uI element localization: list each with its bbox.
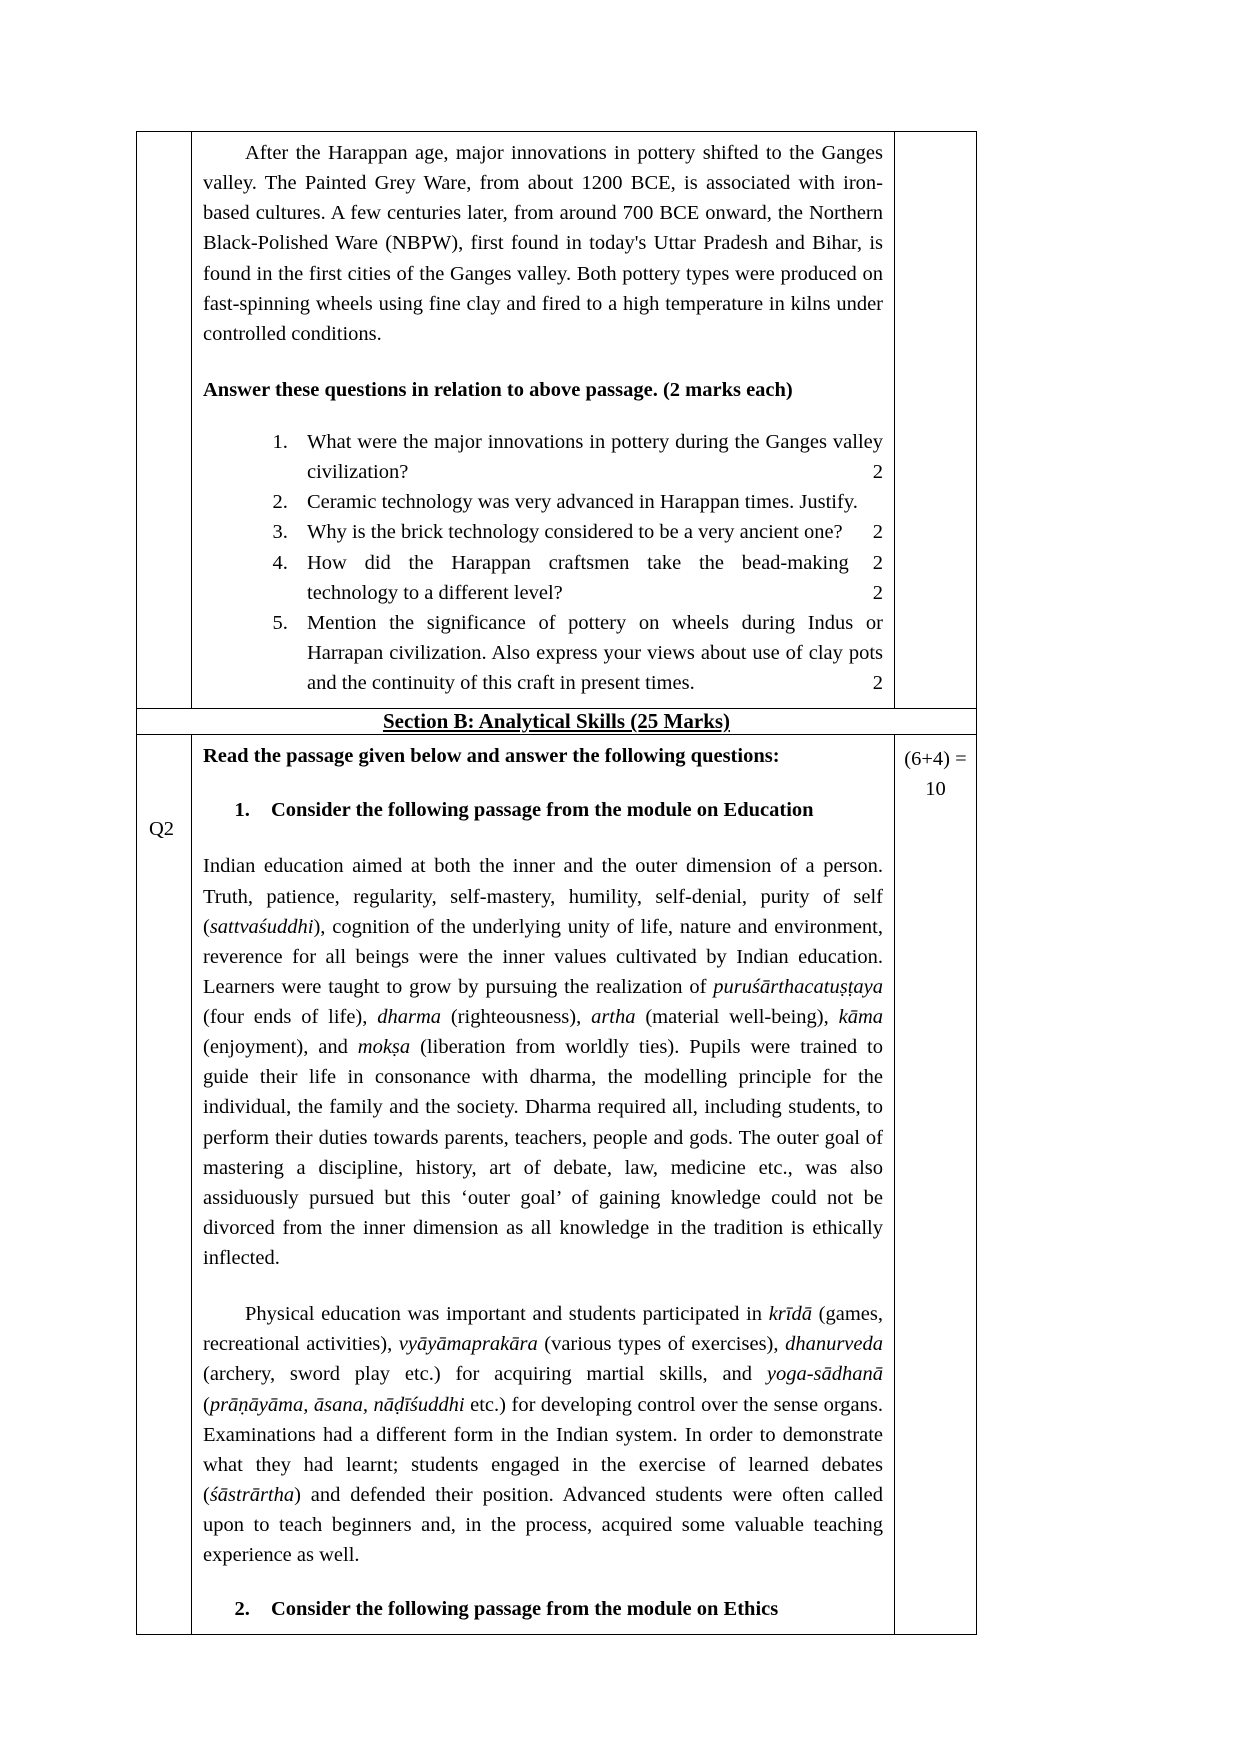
education-passage-paragraph-2 <box>203 1299 883 1570</box>
edu-p2-italic-pranayama-asana-nadisuddhi: prāṇāyāma, āsana, nāḍīśuddhi <box>209 1393 465 1416</box>
q2-subitem-2-label: Consider the following passage from the module on Ethics <box>271 1598 779 1621</box>
question-number-cell-2 <box>137 735 192 1635</box>
question-number-label-1 <box>137 132 191 142</box>
edu-p1-seg3: (four ends of life), <box>203 1006 378 1028</box>
question-marks-2: 2 <box>872 521 883 544</box>
question-text-5: Mention the significance of pottery on wheels during Indus or Harrapan civilization. Also express your views about use of clay pots and the continuity of this craft in present times. <box>307 611 883 694</box>
marks-cell-2 <box>895 735 977 1635</box>
q2-sub-list-2 <box>203 1594 883 1624</box>
edu-p2-seg6: etc.) for developing control over the sense organs. Examinations had a different form in the Indian system. In order to demonstrate what they had learnt; students engaged in the exercise of learned debates ( <box>203 1393 883 1506</box>
edu-p1-italic-artha: artha <box>591 1006 636 1028</box>
question-marks-3: 2 <box>872 551 883 574</box>
question-body-cell-2 <box>192 735 895 1635</box>
table-row-section-header <box>137 709 977 735</box>
edu-p2-seg1: Physical education was important and students participated in <box>245 1303 769 1326</box>
edu-p2-seg2: (games, recreational activities), <box>203 1303 883 1356</box>
edu-p2-seg3: (various types of exercises), <box>537 1333 786 1356</box>
edu-p1-seg1: Indian education aimed at both the inner and the outer dimension of a person. Truth, patience, regularity, self-mastery, humility, self-denial, purity of self ( <box>203 855 883 938</box>
edu-p1-seg7: (liberation from worldly ties). Pupils were trained to guide their life in consonance with dharma, the modelling principle for the individual, the family and the society. Dharma required all, including students, to perform their duties towards parents, teachers, people and gods. The outer goal of mastering a discipline, history, art of debate, law, medicine etc., was also assiduously pursued but this ‘outer goal’ of gaining knowledge could not be divorced from the inner dimension as all knowledge in the tradition is ethically inflected. <box>203 1036 883 1269</box>
harappan-passage-paragraph: After the Harappan age, major innovations in pottery shifted to the Ganges valley. The Painted Grey Ware, from about 1200 BCE, is associated with iron-based cultures. A few centuries later, from around 700 BCE onward, the Northern Black-Polished Ware (NBPW), first found in today's Uttar Pradesh and Bihar, is found in the first cities of the Ganges valley. Both pottery types were produced on fast-spinning wheels using fine clay and fired to a high temperature in kilns under controlled conditions. <box>203 142 883 345</box>
marks-cell-1 <box>895 132 977 709</box>
edu-p2-seg4: (archery, sword play etc.) for acquiring martial skills, and <box>203 1363 767 1386</box>
edu-p1-italic-sattvasuddhi: sattvaśuddhi <box>209 915 314 938</box>
edu-p1-seg4: (righteousness), <box>441 1006 592 1028</box>
list-item <box>255 795 883 825</box>
edu-p1-italic-purusarthacatustaya: puruśārthacatuṣṭaya <box>713 975 883 998</box>
edu-p2-italic-vyayamaprakara: vyāyāmaprakāra <box>398 1333 538 1356</box>
edu-p2-seg5: ( <box>203 1393 210 1416</box>
q2-sub-list-1 <box>203 795 883 825</box>
marks-label-1 <box>895 132 976 152</box>
edu-p1-italic-moksa: mokṣa <box>357 1036 411 1059</box>
edu-p1-seg6: (enjoyment), and <box>203 1036 358 1059</box>
edu-p2-italic-sastrartha: śāstrārtha <box>209 1483 295 1506</box>
list-item <box>255 1594 883 1624</box>
edu-p2-italic-krida: krīdā <box>768 1303 812 1326</box>
question-marks-1: 2 <box>872 461 883 484</box>
question-text-1: What were the major innovations in pottery during the Ganges valley civilization? <box>307 431 883 484</box>
list-item <box>293 548 883 608</box>
edu-p1-italic-kama: kāma <box>838 1006 883 1028</box>
question-number-label-2: Q2 <box>149 818 175 841</box>
q2-subitem-1-label: Consider the following passage from the module on Education <box>271 799 814 822</box>
edu-p2-italic-dhanurveda: dhanurveda <box>785 1333 883 1356</box>
list-item <box>293 517 883 574</box>
list-item <box>293 608 883 698</box>
exam-question-table <box>136 131 977 1635</box>
section-b-header: Section B: Analytical Skills (25 Marks) <box>137 709 977 735</box>
question-marks-5: 2 <box>872 672 883 694</box>
edu-p2-italic-yoga-sadhana: yoga-sādhanā <box>766 1363 883 1386</box>
question-body-cell-1 <box>192 132 895 709</box>
edu-p1-italic-dharma: dharma <box>377 1006 442 1028</box>
edu-p1-seg2: ), cognition of the underlying unity of life, nature and environment, reverence for all beings were the inner values cultivated by Indian education. Learners were taught to grow by pursuing the realization of <box>203 915 883 998</box>
question-marks-4: 2 <box>872 581 883 604</box>
question-text-4: How did the Harappan craftsmen take the bead-making technology to a different level? <box>307 551 849 604</box>
marks-label-2-line1: (6+4) = <box>904 748 967 771</box>
edu-p2-seg7: ) and defended their position. Advanced students were often called upon to teach beginners and, in the process, acquired some valuable teaching experience as well. <box>203 1483 883 1567</box>
harappan-question-list <box>203 427 883 698</box>
list-item <box>293 427 883 487</box>
table-row-question1 <box>137 132 977 709</box>
read-passage-instruction-label: Read the passage given below and answer the following questions: <box>203 745 780 768</box>
marks-label-2-line2: 10 <box>925 777 946 800</box>
answer-instruction-label: Answer these questions in relation to above passage. (2 marks each) <box>203 378 793 401</box>
table-row-question2 <box>137 735 977 1635</box>
education-passage-paragraph-1 <box>203 851 883 1273</box>
edu-p1-seg5: (material well-being), <box>635 1006 839 1028</box>
question-text-2: Ceramic technology was very advanced in Harappan times. Justify. <box>307 491 858 514</box>
question-number-cell-1 <box>137 132 192 709</box>
question-text-3: Why is the brick technology considered to be a very ancient one? <box>307 521 843 544</box>
